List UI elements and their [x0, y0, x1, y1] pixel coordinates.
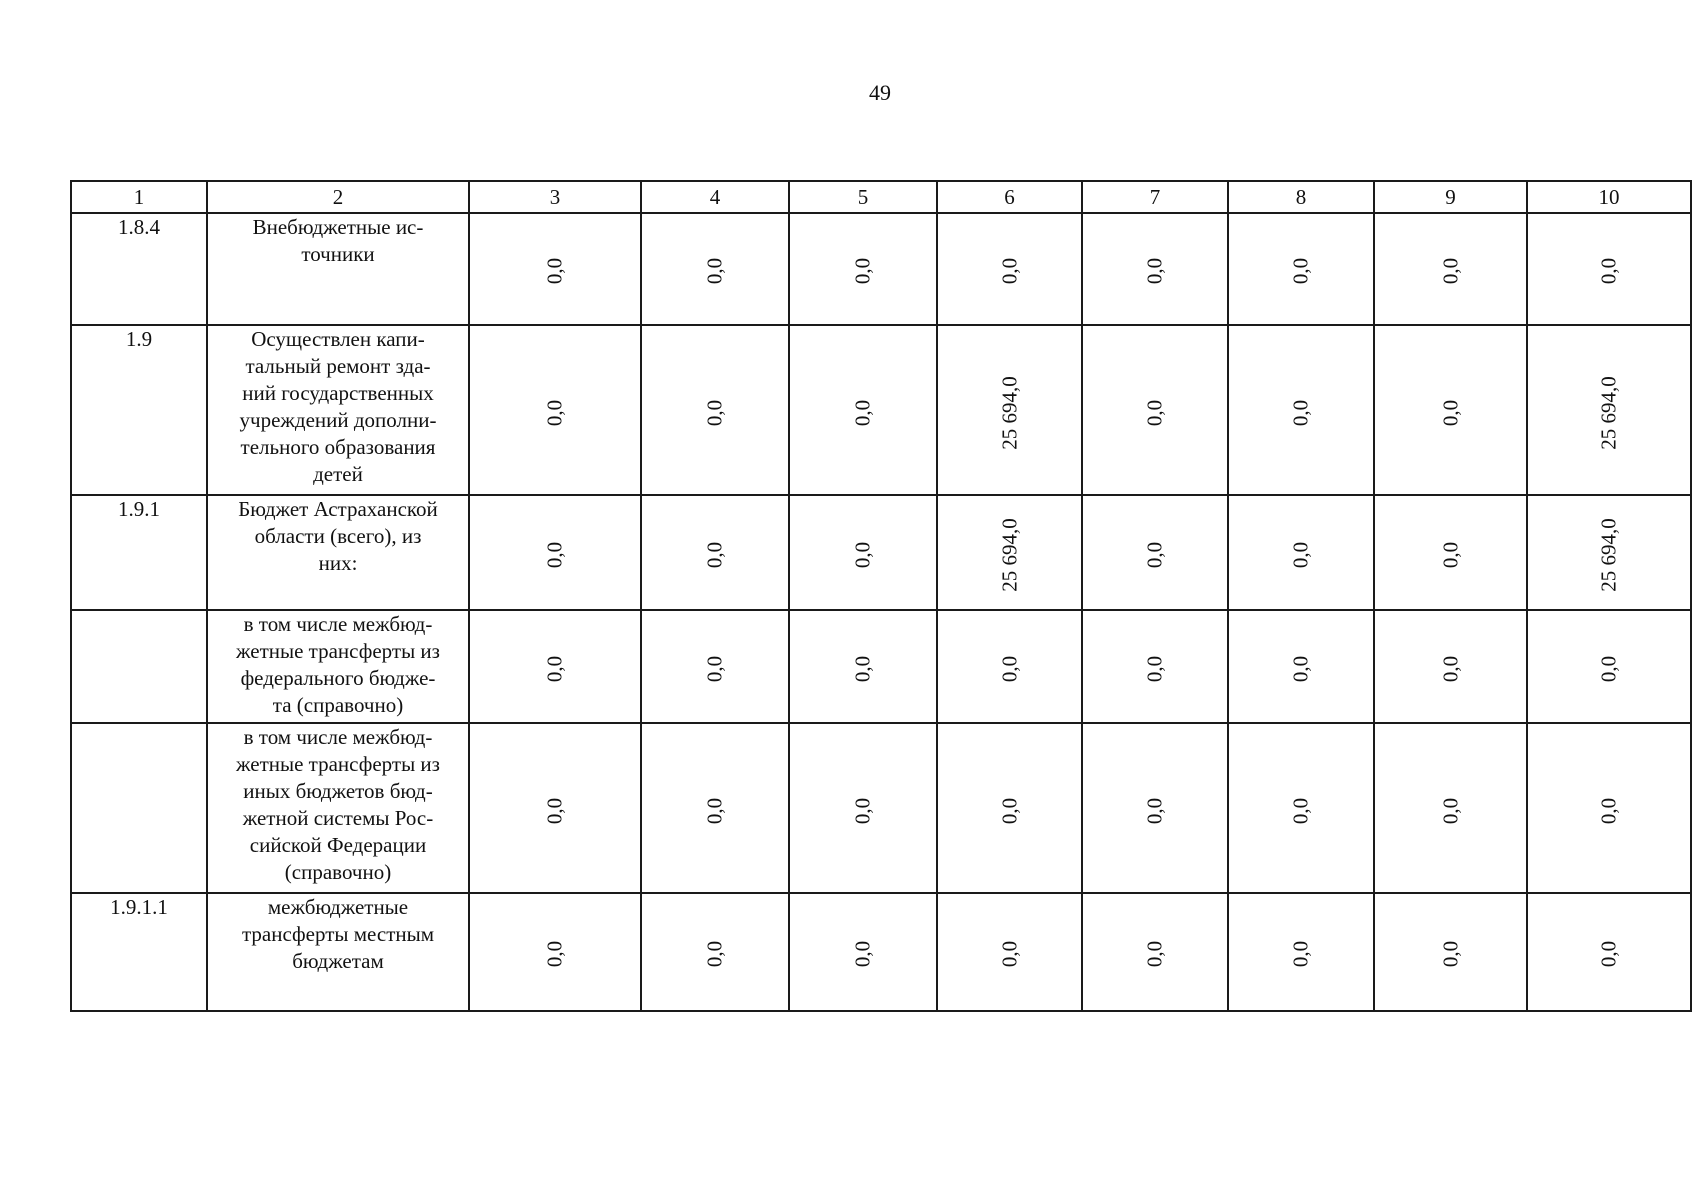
cell-value: 0,0: [850, 655, 875, 682]
cell-value: 0,0: [850, 400, 875, 427]
value-cell: [789, 213, 937, 325]
value-cell: [469, 610, 641, 723]
value-cell: [1228, 325, 1374, 495]
cell-value: 0,0: [1288, 258, 1313, 285]
column-header: 4: [641, 181, 789, 213]
cell-value: 0,0: [1142, 655, 1167, 682]
table-row: [71, 610, 1691, 723]
value-cell: [789, 325, 937, 495]
row-code: 1.9: [71, 325, 207, 495]
cell-value: 0,0: [1288, 941, 1313, 968]
value-cell: [641, 723, 789, 893]
value-cell: [1228, 893, 1374, 1011]
value-cell: [789, 495, 937, 610]
cell-value: 0,0: [1288, 400, 1313, 427]
cell-value: 0,0: [1596, 655, 1621, 682]
table-row: [71, 723, 1691, 893]
cell-value: 0,0: [1596, 258, 1621, 285]
value-cell: [1228, 495, 1374, 610]
value-cell: [1527, 495, 1691, 610]
cell-value: 0,0: [542, 941, 567, 968]
table-row: [71, 325, 1691, 495]
column-header: 10: [1527, 181, 1691, 213]
cell-value: 0,0: [997, 258, 1021, 285]
cell-value: 0,0: [542, 541, 567, 568]
value-cell: [1527, 610, 1691, 723]
cell-value: 25 694,0: [1596, 376, 1621, 451]
value-cell: [469, 213, 641, 325]
cell-value: 0,0: [702, 941, 727, 968]
cell-value: 0,0: [702, 258, 727, 285]
cell-value: 0,0: [850, 258, 875, 285]
value-cell: [1527, 325, 1691, 495]
cell-value: 0,0: [850, 941, 875, 968]
value-cell: [1374, 723, 1527, 893]
value-cell: [641, 325, 789, 495]
cell-value: 0,0: [997, 941, 1021, 968]
budget-table: [70, 180, 1692, 1012]
value-cell: [469, 893, 641, 1011]
row-name: Осуществлен капи- тальный ремонт зда- ний государственных учреждений дополни- тельного образования детей: [207, 325, 469, 495]
column-header: 9: [1374, 181, 1527, 213]
cell-value: 0,0: [542, 400, 567, 427]
value-cell: [937, 325, 1082, 495]
value-cell: [789, 610, 937, 723]
column-header: 6: [937, 181, 1082, 213]
row-name: межбюджетные трансферты местным бюджетам: [207, 893, 469, 1011]
cell-value: 0,0: [1438, 798, 1462, 825]
value-cell: [469, 325, 641, 495]
value-cell: [1374, 213, 1527, 325]
cell-value: 0,0: [1438, 258, 1462, 285]
value-cell: [1082, 213, 1228, 325]
column-header: 7: [1082, 181, 1228, 213]
table-row: [71, 495, 1691, 610]
value-cell: [469, 723, 641, 893]
cell-value: 0,0: [997, 798, 1021, 825]
value-cell: [937, 213, 1082, 325]
cell-value: 0,0: [1142, 258, 1167, 285]
value-cell: [641, 213, 789, 325]
cell-value: 0,0: [997, 655, 1021, 682]
cell-value: 0,0: [1142, 798, 1167, 825]
cell-value: 0,0: [702, 655, 727, 682]
cell-value: 0,0: [542, 258, 567, 285]
cell-value: 0,0: [1596, 941, 1621, 968]
column-header: 5: [789, 181, 937, 213]
value-cell: [1527, 723, 1691, 893]
cell-value: 25 694,0: [997, 376, 1021, 451]
row-name: Бюджет Астраханской области (всего), из них:: [207, 495, 469, 610]
value-cell: [1082, 495, 1228, 610]
cell-value: 0,0: [702, 798, 727, 825]
row-code: 1.9.1: [71, 495, 207, 610]
cell-value: 0,0: [1142, 941, 1167, 968]
row-name: Внебюджетные ис- точники: [207, 213, 469, 325]
value-cell: [1228, 213, 1374, 325]
table-row: [71, 893, 1691, 1011]
cell-value: 25 694,0: [997, 518, 1021, 592]
row-code: [71, 723, 207, 893]
value-cell: [1374, 893, 1527, 1011]
value-cell: [937, 610, 1082, 723]
cell-value: 0,0: [1288, 798, 1313, 825]
value-cell: [641, 495, 789, 610]
value-cell: [641, 610, 789, 723]
row-name: в том числе межбюд- жетные трансферты из федерального бюдже- та (справочно): [207, 610, 469, 723]
cell-value: 0,0: [1438, 400, 1462, 427]
cell-value: 0,0: [850, 798, 875, 825]
value-cell: [937, 893, 1082, 1011]
value-cell: [1082, 893, 1228, 1011]
table-header-row: [71, 181, 1691, 213]
table-row: [71, 213, 1691, 325]
cell-value: 25 694,0: [1596, 518, 1621, 592]
cell-value: 0,0: [1142, 541, 1167, 568]
cell-value: 0,0: [1438, 541, 1462, 568]
value-cell: [1082, 610, 1228, 723]
value-cell: [937, 723, 1082, 893]
value-cell: [641, 893, 789, 1011]
column-header: 2: [207, 181, 469, 213]
row-code: [71, 610, 207, 723]
cell-value: 0,0: [702, 400, 727, 427]
cell-value: 0,0: [542, 655, 567, 682]
value-cell: [1374, 610, 1527, 723]
column-header: 8: [1228, 181, 1374, 213]
cell-value: 0,0: [1438, 941, 1462, 968]
value-cell: [789, 893, 937, 1011]
value-cell: [937, 495, 1082, 610]
column-header: 3: [469, 181, 641, 213]
value-cell: [1374, 325, 1527, 495]
value-cell: [1527, 213, 1691, 325]
column-header: 1: [71, 181, 207, 213]
value-cell: [1527, 893, 1691, 1011]
cell-value: 0,0: [1438, 655, 1462, 682]
value-cell: [789, 723, 937, 893]
value-cell: [1082, 723, 1228, 893]
cell-value: 0,0: [1288, 541, 1313, 568]
row-code: 1.9.1.1: [71, 893, 207, 1011]
value-cell: [1082, 325, 1228, 495]
value-cell: [1374, 495, 1527, 610]
cell-value: 0,0: [1596, 798, 1621, 825]
cell-value: 0,0: [1142, 400, 1167, 427]
value-cell: [1228, 610, 1374, 723]
page-number: 49: [869, 80, 891, 105]
row-name: в том числе межбюд- жетные трансферты из иных бюджетов бюд- жетной системы Рос- сийской Федерации (справочно): [207, 723, 469, 893]
cell-value: 0,0: [850, 541, 875, 568]
value-cell: [1228, 723, 1374, 893]
row-code: 1.8.4: [71, 213, 207, 325]
cell-value: 0,0: [702, 541, 727, 568]
cell-value: 0,0: [542, 798, 567, 825]
value-cell: [469, 495, 641, 610]
cell-value: 0,0: [1288, 655, 1313, 682]
